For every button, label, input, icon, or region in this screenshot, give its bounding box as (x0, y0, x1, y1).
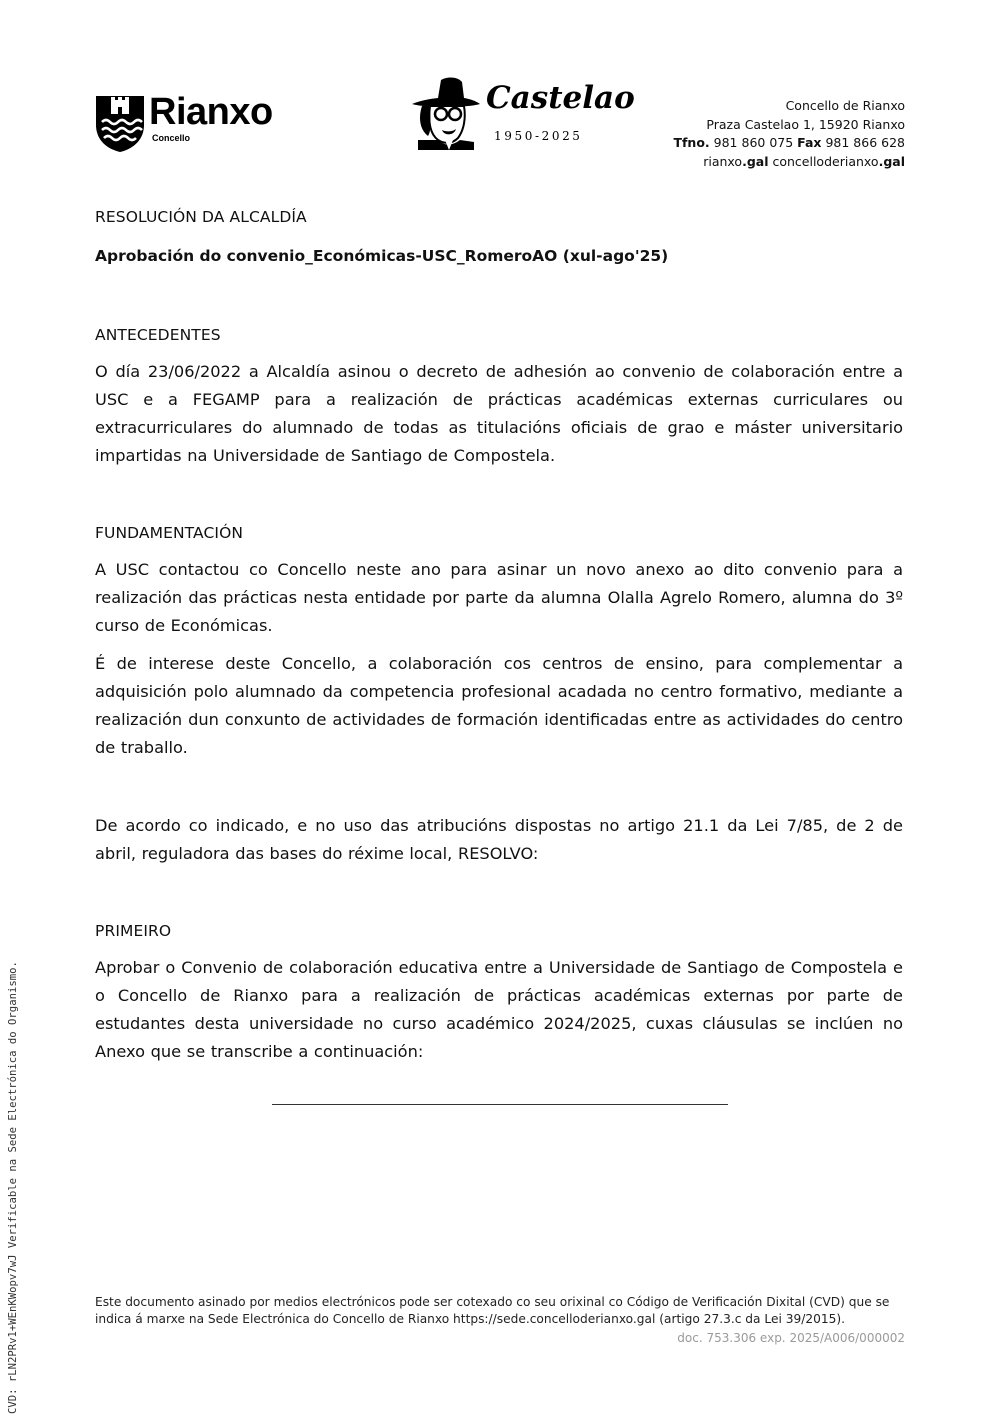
fundamentacion-heading: FUNDAMENTACIÓN (95, 524, 244, 542)
web1-suffix: .gal (742, 153, 769, 169)
address-web-line (673, 153, 905, 172)
web2-prefix: concelloderianxo (772, 153, 879, 169)
fundamentacion-paragraph-2: É de interese deste Concello, a colaboración cos centros de ensino, para complementar a adquisición polo alumnado da competencia profesional acadada no centro formativo, mediante a realización dun conxunto de actividades de formación identificadas entre as actividades do centro de traballo. (95, 654, 903, 757)
cvd-margin-text: CVD: rLN2PRv1+WEnKWopv7wJ Verificable na Sede Electrónica do Organismo. (7, 961, 19, 1414)
rianxo-logo-word: Rianxo (149, 91, 273, 133)
rianxo-shield-icon (95, 95, 145, 153)
castelao-logo-word: Castelao (486, 80, 635, 116)
castelao-logo-years: 1950-2025 (494, 129, 583, 143)
address-phone-line (673, 134, 905, 153)
phone-number: 981 860 075 (713, 135, 794, 150)
antecedentes-heading: ANTECEDENTES (95, 326, 221, 344)
phone-label: Tfno. (673, 135, 710, 150)
resolvo-paragraph: De acordo co indicado, e no uso das atribucións dispostas no artigo 21.1 da Lei 7/85, de 2 de abril, reguladora das bases do réxime local, RESOLVO: (95, 816, 903, 863)
resolution-heading: RESOLUCIÓN DA ALCALDÍA (95, 208, 307, 226)
verification-note: Este documento asinado por medios electrónicos pode ser cotexado co seu orixinal co Código de Verificación Dixital (CVD) que se indica á marxe na Sede Electrónica do Concello de Rianxo https://sede.concelloderianxo.gal (artigo 27.3.c da Lei 39/2015). (95, 1295, 890, 1326)
rianxo-logo-subtitle: Concello (152, 133, 191, 143)
address-street: Praza Castelao 1, 15920 Rianxo (706, 116, 905, 132)
document-body (95, 205, 903, 1066)
antecedentes-paragraph: O día 23/06/2022 a Alcaldía asinou o decreto de adhesión ao convenio de colaboración entre a USC e a FEGAMP para a realización de prácticas académicas externas curriculares ou extracurriculares do alumnado de todas as titulacións oficiais de grao e máster universitario impartidas na Universidade de Santiago de Compostela. (95, 362, 903, 465)
rianxo-logo (95, 91, 310, 153)
separator-line (272, 1104, 728, 1105)
primeiro-heading: PRIMEIRO (95, 922, 172, 940)
web-link-concello[interactable] (772, 154, 905, 169)
fundamentacion-paragraph-1: A USC contactou co Concello neste ano para asinar un novo anexo ao dito convenio para a realización das prácticas nesta entidade por parte da alumna Olalla Agrelo Romero, alumna do 3º curso de Económicas. (95, 560, 903, 635)
web2-suffix: .gal (878, 153, 905, 169)
castelao-portrait-icon (408, 74, 483, 150)
document-title: Aprobación do convenio_Económicas-USC_RomeroAO (xul-ago'25) (95, 247, 669, 265)
primeiro-paragraph: Aprobar o Convenio de colaboración educativa entre a Universidade de Santiago de Compostela e o Concello de Rianxo para a realización de prácticas académicas externas por parte de estudantes desta universidade no curso académico 2024/2025, cuxas cláusulas se inclúen no Anexo que se transcribe a continuación: (95, 958, 903, 1061)
address-block (673, 97, 905, 171)
web1-prefix: rianxo (703, 153, 743, 169)
fax-number: 981 866 628 (825, 135, 905, 150)
fax-label: Fax (797, 135, 822, 150)
address-entity: Concello de Rianxo (785, 98, 905, 113)
web-link-rianxo[interactable] (703, 154, 768, 169)
document-reference: doc. 753.306 exp. 2025/A006/000002 (677, 1331, 905, 1345)
castelao-logo (408, 74, 635, 154)
